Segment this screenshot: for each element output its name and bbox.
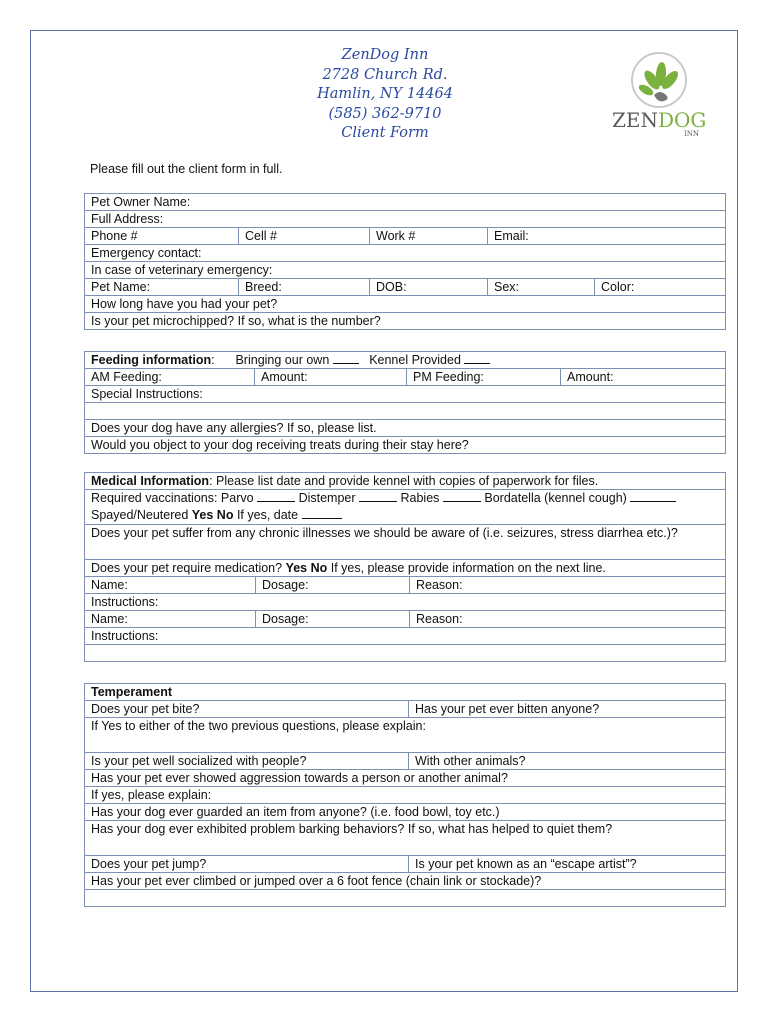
how-long-field[interactable]: How long have you had your pet? [85,296,726,313]
medical-intro: : Please list date and provide kennel with copies of paperwork for files. [209,474,599,488]
med2-reason-field[interactable]: Reason: [410,611,726,628]
medical-blank-row[interactable] [85,645,726,662]
special-instructions-field[interactable]: Special Instructions: [85,386,726,403]
bite-explain-field[interactable]: If Yes to either of the two previous questions, please explain: [85,718,726,753]
email-field[interactable]: Email: [488,228,726,245]
distemper-label: Distemper [298,491,356,505]
feeding-info-table [84,351,726,454]
med2-dosage-field[interactable]: Dosage: [256,611,410,628]
medication-row[interactable] [85,560,726,577]
pet-name-field[interactable]: Pet Name: [85,279,239,296]
color-field[interactable]: Color: [595,279,726,296]
am-amount-field[interactable]: Amount: [255,369,407,386]
bordatella-label: Bordatella (kennel cough) [484,491,627,505]
dob-field[interactable]: DOB: [370,279,488,296]
medication-yes-no[interactable]: Yes No [285,561,328,575]
med2-name-field[interactable]: Name: [85,611,256,628]
svg-text:ZENDOG [612,108,706,132]
phone-field[interactable]: Phone # [85,228,239,245]
med1-name-field[interactable]: Name: [85,577,256,594]
form-title: Client Form [341,125,429,141]
logo-brand-dog: DOG [658,108,707,132]
sex-field[interactable]: Sex: [488,279,595,296]
distemper-blank[interactable] [359,490,397,502]
rabies-label: Rabies [400,491,440,505]
pm-feeding-field[interactable]: PM Feeding: [407,369,561,386]
special-instructions-blank-row[interactable] [85,403,726,420]
bringing-own-label: Bringing our own [235,353,330,367]
vet-emergency-field[interactable]: In case of veterinary emergency: [85,262,726,279]
feeding-label: Feeding information [91,353,212,367]
medication-note: If yes, please provide information on the next line. [330,561,606,575]
kennel-provided-blank[interactable] [464,352,490,364]
am-feeding-field[interactable]: AM Feeding: [85,369,255,386]
fence-field[interactable]: Has your pet ever climbed or jumped over a 6 foot fence (chain link or stockade)? [85,873,726,890]
zendog-logo [604,50,714,140]
pet-owner-name-field[interactable]: Pet Owner Name: [85,194,726,211]
med1-reason-field[interactable]: Reason: [410,577,726,594]
logo-brand-zen: ZEN [612,108,658,132]
medication-question: Does your pet require medication? [91,561,283,575]
feeding-colon: : [211,353,215,367]
medical-label: Medical Information [91,474,210,488]
temperament-blank-row[interactable] [85,890,726,907]
kennel-provided-label: Kennel Provided [369,353,461,367]
allergies-field[interactable]: Does your dog have any allergies? If so, please list. [85,420,726,437]
bitten-field[interactable]: Has your pet ever bitten anyone? [409,701,726,718]
medical-header-row [85,473,726,490]
business-phone: (585) 362-9710 [328,105,442,122]
jump-field[interactable]: Does your pet jump? [85,856,409,873]
med1-instructions-field[interactable]: Instructions: [85,594,726,611]
parvo-label: Required vaccinations: Parvo [91,491,254,505]
chronic-illness-field[interactable]: Does your pet suffer from any chronic illnesses we should be aware of (i.e. seizures, stress diarrhea etc.)? [85,525,726,560]
business-address-line1: 2728 Church Rd. [322,66,448,83]
work-field[interactable]: Work # [370,228,488,245]
pm-amount-field[interactable]: Amount: [561,369,726,386]
spayed-yes-no[interactable]: Yes No [191,508,234,522]
aggression-field[interactable]: Has your pet ever showed aggression towards a person or another animal? [85,770,726,787]
business-address-line2: Hamlin, NY 14464 [317,86,453,102]
spayed-date-label: If yes, date [236,508,299,522]
temperament-header-row [85,684,726,701]
logo-brand-inn: INN [684,130,700,138]
feeding-header-row [85,352,726,369]
parvo-blank[interactable] [257,490,295,502]
guarded-field[interactable]: Has your dog ever guarded an item from anyone? (i.e. food bowl, toy etc.) [85,804,726,821]
spayed-label: Spayed/Neutered [91,508,189,522]
bringing-own-blank[interactable] [333,352,359,364]
vaccinations-row[interactable] [85,490,726,525]
emergency-contact-field[interactable]: Emergency contact: [85,245,726,262]
rabies-blank[interactable] [443,490,481,502]
spayed-date-blank[interactable] [302,507,342,519]
escape-artist-field[interactable]: Is your pet known as an “escape artist”? [409,856,726,873]
intro-text: Please fill out the client form in full. [90,162,283,176]
aggression-explain-field[interactable]: If yes, please explain: [85,787,726,804]
med1-dosage-field[interactable]: Dosage: [256,577,410,594]
header [250,46,520,144]
cell-field[interactable]: Cell # [239,228,370,245]
full-address-field[interactable]: Full Address: [85,211,726,228]
bite-field[interactable]: Does your pet bite? [85,701,409,718]
barking-field[interactable]: Has your dog ever exhibited problem barking behaviors? If so, what has helped to quiet them? [85,821,726,856]
owner-info-table [84,193,726,330]
business-name: ZenDog Inn [341,47,429,63]
treats-field[interactable]: Would you object to your dog receiving treats during their stay here? [85,437,726,454]
dog-silhouette-icon [654,92,668,101]
med2-instructions-field[interactable]: Instructions: [85,628,726,645]
breed-field[interactable]: Breed: [239,279,370,296]
microchipped-field[interactable]: Is your pet microchipped? If so, what is the number? [85,313,726,330]
socialized-field[interactable]: Is your pet well socialized with people? [85,753,409,770]
temperament-label: Temperament [91,685,173,699]
temperament-table [84,683,726,907]
bordatella-blank[interactable] [630,490,676,502]
medical-info-table [84,472,726,662]
other-animals-field[interactable]: With other animals? [409,753,726,770]
